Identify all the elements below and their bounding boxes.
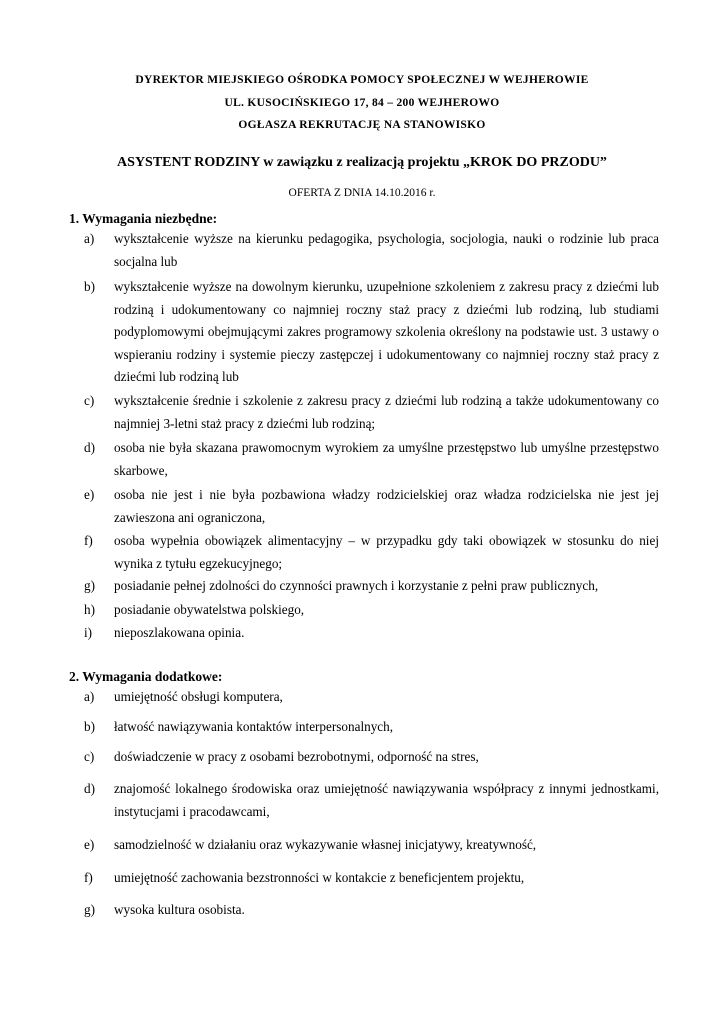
list-item-text: nieposzlakowana opinia. — [114, 625, 245, 640]
list-item — [84, 716, 659, 739]
offer-date: OFERTA Z DNIA 14.10.2016 r. — [288, 187, 436, 199]
list-item — [84, 530, 659, 575]
position-title: ASYSTENT RODZINY w zawiązku z realizacją projektu „KROK DO PRZODU” — [117, 155, 607, 170]
list-item-text: wysoka kultura osobista. — [114, 902, 245, 917]
list-item-text: znajomość lokalnego środowiska oraz umiejętność nawiązywania współpracy z innymi jednostkami, instytucjami i pracodawcami, — [114, 781, 659, 819]
list-item — [84, 228, 659, 273]
list-item-label: f) — [84, 870, 93, 885]
list-item-text: umiejętność zachowania bezstronności w kontakcie z beneficjentem projektu, — [114, 870, 525, 885]
list-item — [84, 437, 659, 482]
list-item-label: c) — [84, 749, 95, 764]
list-item-label: b) — [84, 279, 95, 294]
header-director-line: DYREKTOR MIEJSKIEGO OŚRODKA POMOCY SPOŁECZNEJ W WEJHEROWIE — [135, 74, 589, 86]
section-heading-additional: 2. Wymagania dodatkowe: — [69, 669, 223, 684]
list-item-label: g) — [84, 902, 95, 917]
header-announcement-line: OGŁASZA REKRUTACJĘ NA STANOWISKO — [238, 119, 486, 131]
list-item — [84, 390, 659, 435]
list-item-label: b) — [84, 719, 95, 734]
list-item-label: i) — [84, 625, 93, 640]
list-item-text: doświadczenie w pracy z osobami bezrobotnymi, odporność na stres, — [114, 749, 479, 764]
list-item-text: osoba nie jest i nie była pozbawiona władzy rodzicielskiej oraz władza rodzicielska nie jest jej zawieszona ani ograniczona, — [114, 487, 659, 525]
list-item — [84, 778, 659, 823]
list-item — [84, 484, 659, 529]
list-item-text: umiejętność obsługi komputera, — [114, 689, 283, 704]
list-item — [84, 686, 659, 709]
list-item — [84, 622, 659, 645]
list-item-text: samodzielność w działaniu oraz wykazywanie własnej inicjatywy, kreatywność, — [114, 837, 537, 852]
list-item-text: łatwość nawiązywania kontaktów interpersonalnych, — [114, 719, 394, 734]
list-item-label: d) — [84, 440, 95, 455]
list-item — [84, 599, 659, 622]
section-heading-required: 1. Wymagania niezbędne: — [69, 211, 218, 226]
list-item-label: d) — [84, 781, 95, 796]
list-item-label: e) — [84, 487, 95, 502]
list-item-text: posiadanie obywatelstwa polskiego, — [114, 602, 305, 617]
list-item — [84, 834, 659, 857]
list-item-label: f) — [84, 533, 93, 548]
list-item — [84, 899, 659, 922]
list-item-text: wykształcenie wyższe na dowolnym kierunku, uzupełnione szkoleniem z zakresu pracy z dziećmi lub rodziną i udokumentowany co najmniej roczny staż pracy z dziećmi lub rodziną, lub studiami podyplomowymi obejmującymi zakres programowy szkolenia określony na podstawie ust. 3 ustawy o wspieraniu rodziny i systemie pieczy zastępczej i udokumentowany co najmniej roczny staż pracy z dziećmi lub rodziną lub — [114, 279, 659, 384]
list-item-label: e) — [84, 837, 95, 852]
list-item-label: a) — [84, 689, 95, 704]
list-item-label: a) — [84, 231, 95, 246]
list-item-label: h) — [84, 602, 95, 617]
list-item-label: c) — [84, 393, 95, 408]
list-item-text: wykształcenie wyższe na kierunku pedagogika, psychologia, socjologia, nauki o rodzinie lub praca socjalna lub — [114, 231, 659, 269]
list-item-text: osoba wypełnia obowiązek alimentacyjny – w przypadku gdy taki obowiązek w stosunku do niej wynika z tytułu egzekucyjnego; — [114, 533, 659, 571]
list-item-text: posiadanie pełnej zdolności do czynności prawnych i korzystanie z pełni praw publicznych, — [114, 578, 599, 593]
list-item — [84, 867, 659, 890]
list-item — [84, 575, 659, 598]
list-item — [84, 746, 659, 769]
list-item-label: g) — [84, 578, 95, 593]
list-item-text: wykształcenie średnie i szkolenie z zakresu pracy z dziećmi lub rodziną a także udokumentowany co najmniej 3-letni staż pracy z dziećmi lub rodziną; — [114, 393, 659, 431]
header-address-line: UL. KUSOCIŃSKIEGO 17, 84 – 200 WEJHEROWO — [224, 97, 500, 109]
list-item — [84, 276, 659, 389]
list-item-text: osoba nie była skazana prawomocnym wyrokiem za umyślne przestępstwo lub umyślne przestępstwo skarbowe, — [114, 440, 659, 478]
